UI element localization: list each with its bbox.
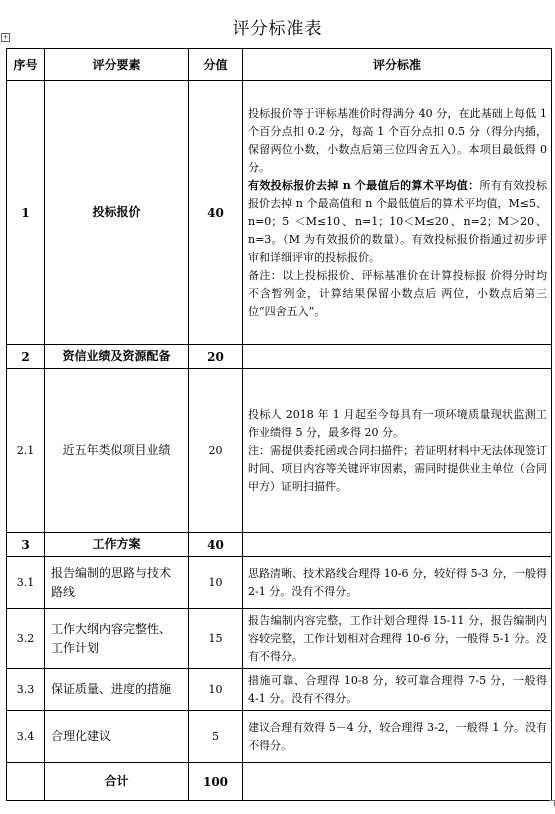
row-element: 工作方案 xyxy=(45,533,189,557)
total-score: 100 xyxy=(189,763,243,801)
criteria-bold-heading: 有效投标报价去掉 n 个最值后的算术平均值： xyxy=(248,178,480,192)
row-criteria: 思路清晰、技术路线合理得 10-6 分，较好得 5-3 分，一般得 2-1 分。没有不得分。 xyxy=(243,557,552,609)
row-score: 5 xyxy=(189,711,243,763)
criteria-text: 所有有效投标报价去掉 n 个最高值和 n 个最低值后的算术平均值，M≤5、n=0；5 ＜M≤10、n=1；10＜M≤20、n=2；M＞20、n=3。（M 为有效报价的数量）。有效投标报价指通过初步评审和详细评审的投标报价。 xyxy=(248,178,548,264)
table-move-handle-icon[interactable]: + xyxy=(2,33,9,41)
row-element: 近五年类似项目业绩 xyxy=(45,369,189,533)
row-criteria xyxy=(243,533,552,557)
header-criteria: 评分标准 xyxy=(243,49,552,81)
document-title: 评分标准表 xyxy=(232,19,323,39)
row-element: 合理化建议 xyxy=(45,711,189,763)
header-score: 分值 xyxy=(189,49,243,81)
row-score: 10 xyxy=(189,557,243,609)
row-score: 15 xyxy=(189,609,243,669)
table-row xyxy=(7,81,552,345)
row-element: 投标报价 xyxy=(45,81,189,345)
total-label: 合计 xyxy=(45,763,189,801)
table-row xyxy=(7,557,552,609)
row-no: 3.3 xyxy=(7,669,45,711)
row-no: 2.1 xyxy=(7,369,45,533)
row-no: 3.1 xyxy=(7,557,45,609)
criteria-paragraph: 备注：以上投标报价、评标基准价在计算投标报 价得分时均不含暂列金，计算结果保留小数点后 两位，小数点后第三位“四舍五入”。 xyxy=(248,268,547,318)
criteria-paragraph xyxy=(248,177,547,267)
table-row xyxy=(7,669,552,711)
row-criteria xyxy=(243,81,552,345)
table-total-row xyxy=(7,763,552,801)
row-criteria xyxy=(243,345,552,369)
row-score: 20 xyxy=(189,369,243,533)
criteria-paragraph: 投标报价等于评标基准价时得满分 40 分，在此基础上每低 1 个百分点扣 0.2 分，每高 1 个百分点扣 0.5 分（得分内插，保留两位小数，小数点后第三位四舍五入）。本项目最低得 0 分。 xyxy=(248,106,547,174)
table-row xyxy=(7,345,552,369)
row-score: 10 xyxy=(189,669,243,711)
row-score: 20 xyxy=(189,345,243,369)
row-criteria xyxy=(243,369,552,533)
row-no: 3 xyxy=(7,533,45,557)
table-row xyxy=(7,609,552,669)
criteria-paragraph: 注：需提供委托函或合同扫描件；若证明材料中无法体现签订时间、项目内容等关键评审因素，需同时提供业主单位（合同甲方）证明扫描件。 xyxy=(248,443,547,493)
row-criteria: 报告编制内容完整，工作计划合理得 15-11 分，报告编制内容较完整，工作计划相对合理得 10-6 分，一般得 5-1 分。没有不得分。 xyxy=(243,609,552,669)
page-corner-mark xyxy=(549,800,555,806)
table-row xyxy=(7,533,552,557)
row-no: 2 xyxy=(7,345,45,369)
header-no: 序号 xyxy=(7,49,45,81)
row-no: 1 xyxy=(7,81,45,345)
header-element: 评分要素 xyxy=(45,49,189,81)
row-criteria: 建议合理有效得 5－4 分，较合理得 3-2，一般得 1 分。没有不得分。 xyxy=(243,711,552,763)
row-element: 报告编制的思路与技术路线 xyxy=(45,557,189,609)
criteria-paragraph: 投标人 2018 年 1 月起至今每具有一项环境质量现状监测工作业绩得 5 分，最多得 20 分。 xyxy=(248,407,547,439)
row-element: 资信业绩及资源配备 xyxy=(45,345,189,369)
row-element: 工作大纲内容完整性、工作计划 xyxy=(45,609,189,669)
table-row xyxy=(7,369,552,533)
row-element: 保证质量、进度的措施 xyxy=(45,669,189,711)
row-score: 40 xyxy=(189,81,243,345)
scoring-table xyxy=(6,48,552,801)
row-no: 3.4 xyxy=(7,711,45,763)
total-no xyxy=(7,763,45,801)
table-header-row xyxy=(7,49,552,81)
row-score: 40 xyxy=(189,533,243,557)
total-criteria xyxy=(243,763,552,801)
row-criteria: 措施可靠、合理得 10-8 分，较可靠合理得 7-5 分，一般得 4-1 分。没有不得分。 xyxy=(243,669,552,711)
row-no: 3.2 xyxy=(7,609,45,669)
table-row xyxy=(7,711,552,763)
